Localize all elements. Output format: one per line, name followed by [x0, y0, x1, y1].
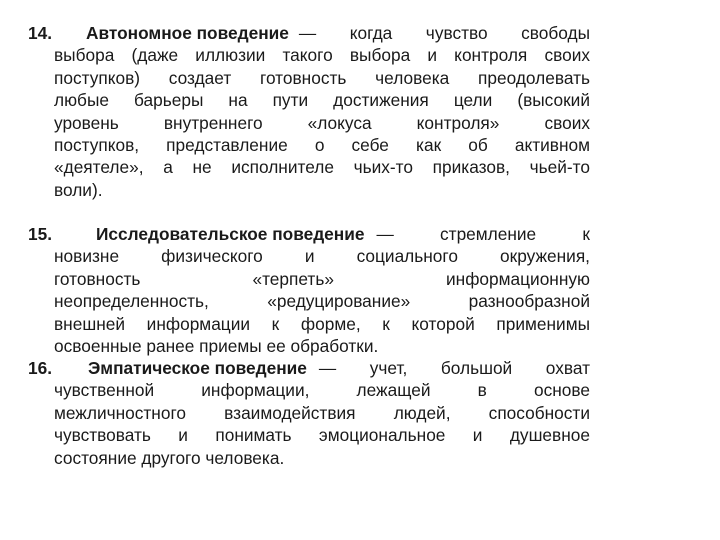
item-term: Исследовательское поведение: [96, 224, 365, 244]
item-line: чувственной информации, лежащей в основе: [54, 380, 590, 401]
item-number: 14.: [28, 23, 53, 43]
item-line: чувствовать и понимать эмоциональное и душевное: [54, 425, 590, 446]
item-term: Автономное поведение: [86, 23, 289, 43]
list-item-16: [28, 357, 590, 469]
item-first-line: [28, 223, 590, 245]
item-line: межличностного взаимодействия людей, способности: [54, 402, 590, 423]
item-line: внешней информации к форме, к которой применимы: [54, 313, 590, 334]
item-line: уровень внутреннего «локуса контроля» своих: [54, 112, 590, 133]
item-line: любые барьеры на пути достижения цели (высокий: [54, 90, 590, 111]
item-first-rest: — стремление к: [376, 224, 590, 244]
item-line: неопределенность, «редуцирование» разнообразной: [54, 291, 590, 312]
item-number: 16.: [28, 358, 53, 378]
list-item-14: [28, 22, 590, 201]
item-first-line: [28, 22, 590, 44]
item-term: Эмпатическое поведение: [88, 358, 307, 378]
item-line: выбора (даже иллюзии такого выбора и контроля своих: [54, 45, 590, 66]
item-line: новизне физического и социального окружения,: [54, 246, 590, 267]
item-line: «деятеле», а не исполнителе чьих-то приказов, чьей-то: [54, 157, 590, 178]
item-first-line: [28, 357, 590, 379]
item-first-rest: — когда чувство свободы: [298, 23, 590, 43]
item-first-rest: — учет, большой охват: [318, 358, 590, 378]
item-line: готовность «терпеть» информационную: [54, 268, 590, 289]
item-line: воли).: [54, 179, 103, 200]
item-line: поступков, представление о себе как об активном: [54, 135, 590, 156]
item-line: состояние другого человека.: [54, 447, 285, 468]
item-number: 15.: [28, 224, 53, 244]
item-line: освоенные ранее приемы ее обработки.: [54, 336, 379, 357]
list-item-15: [28, 223, 590, 357]
item-line: поступков) создает готовность человека преодолевать: [54, 67, 590, 88]
